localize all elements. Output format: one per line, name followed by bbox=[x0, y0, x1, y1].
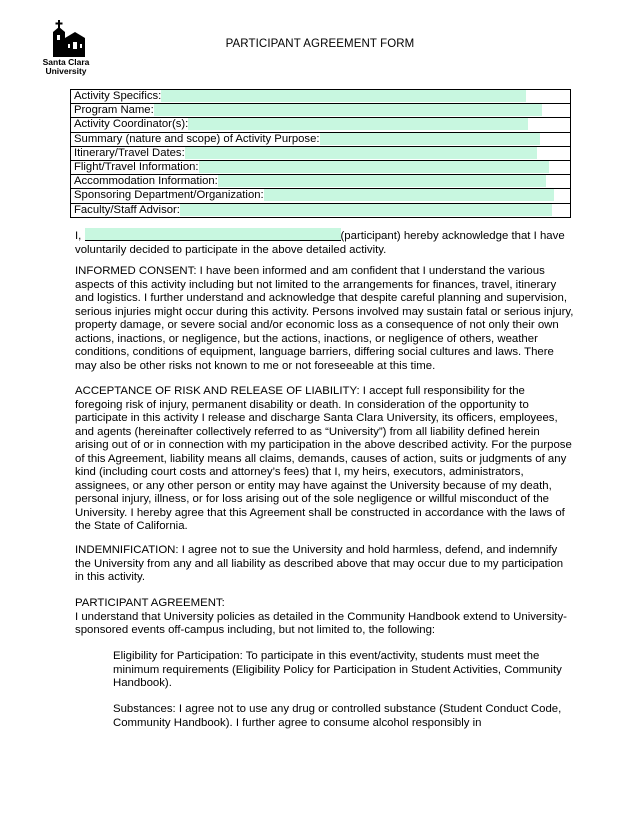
table-row bbox=[71, 118, 571, 132]
spec-label: Activity Specifics: bbox=[74, 90, 162, 103]
table-row bbox=[71, 146, 571, 160]
substances-paragraph bbox=[113, 703, 573, 730]
ack-suffix: (participant) hereby acknowledge that I have voluntarily decided to participate in the above detailed activity. bbox=[75, 230, 565, 256]
input-field[interactable] bbox=[188, 118, 528, 130]
spec-label: Sponsoring Department/Organization: bbox=[74, 189, 264, 202]
spec-cell[interactable] bbox=[71, 189, 571, 203]
spec-cell[interactable] bbox=[71, 175, 571, 189]
participant-agreement-section bbox=[75, 597, 575, 638]
spec-label: Summary (nature and scope) of Activity Purpose: bbox=[74, 132, 320, 145]
spec-label: Activity Coordinator(s): bbox=[74, 118, 189, 131]
eligibility-paragraph bbox=[113, 650, 573, 691]
table-row bbox=[71, 90, 571, 104]
spec-cell[interactable] bbox=[71, 118, 571, 132]
risk-release-text: ACCEPTANCE OF RISK AND RELEASE OF LIABILITY: I accept full responsibility for the foregoing risk of injury, permanent disability or death. In consideration of the opportunity to participate in this activity I release and discharge Santa Clara University, its officers, employees, and agents (hereinafter collectively referred to as “University”) from all liability defined herein arising out of or in connection with my participation in the above described activity. For the purpose of this Agreement, liability means all claims, demands, causes of action, suits or judgments of any kind (including court costs and attorney’s fees) that I, my heirs, executors, administrators, assignees, or any other person or entity may have against the University because of my death, personal injury, illness, or for loss arising out of the sole negligence or willful misconduct of the University. I hereby agree that this Agreement shall be constructed in accordance with the laws of the State of California. bbox=[75, 385, 572, 532]
input-field[interactable] bbox=[264, 189, 554, 201]
spec-cell[interactable] bbox=[71, 203, 571, 217]
spec-label: Itinerary/Travel Dates: bbox=[74, 146, 185, 159]
spec-label: Flight/Travel Information: bbox=[74, 161, 199, 174]
spec-label: Faculty/Staff Advisor: bbox=[74, 203, 180, 216]
table-row bbox=[71, 104, 571, 118]
participant-agreement-heading: PARTICIPANT AGREEMENT: bbox=[75, 597, 225, 609]
acknowledgement-paragraph bbox=[75, 228, 575, 257]
input-field[interactable] bbox=[185, 147, 537, 159]
substances-text: Substances: I agree not to use any drug or controlled substance (Student Conduct Code, Community Handbook). I further agree to consume alcohol responsibly in bbox=[113, 703, 562, 729]
spec-cell[interactable] bbox=[71, 146, 571, 160]
logo-text bbox=[38, 58, 94, 76]
spec-label: Accommodation Information: bbox=[74, 175, 218, 188]
table-row bbox=[71, 160, 571, 174]
input-field[interactable] bbox=[320, 133, 540, 145]
informed-consent-paragraph bbox=[75, 265, 575, 373]
logo-line2: University bbox=[45, 66, 87, 76]
input-field[interactable] bbox=[161, 90, 526, 102]
table-row bbox=[71, 203, 571, 217]
risk-release-paragraph bbox=[75, 385, 575, 534]
spec-label: Program Name: bbox=[74, 104, 154, 117]
spec-cell[interactable] bbox=[71, 160, 571, 174]
input-field[interactable] bbox=[154, 104, 542, 116]
logo-line1: Santa Clara bbox=[42, 57, 90, 67]
eligibility-text: Eligibility for Participation: To participate in this event/activity, students must meet the minimum requirements (Eligibility Policy for Participation in Student Activities, Community Handbook). bbox=[113, 650, 562, 689]
informed-consent-text: INFORMED CONSENT: I have been informed and am confident that I understand the various aspects of this activity including but not limited to the arrangements for finances, travel, itinerary and logistics. I further understand and acknowledge that despite careful planning and supervision, serious injuries might occur during this activity. Persons involved may sustain fatal or serious injury, property damage, or severe social and/or economic loss as a consequence of not only their own actions, inactions, or negligence, but the actions, inactions, or negligence of others, weather conditions, conditions of equipment, language barriers, differing social cultures and laws. There may also be other risks not known to me or not foreseeable at this time. bbox=[75, 265, 574, 372]
input-field[interactable] bbox=[180, 204, 552, 216]
table-row bbox=[71, 175, 571, 189]
spec-cell[interactable] bbox=[71, 132, 571, 146]
activity-specifics-table bbox=[70, 89, 571, 218]
page-title: PARTICIPANT AGREEMENT FORM bbox=[225, 38, 415, 50]
spec-cell[interactable] bbox=[71, 104, 571, 118]
participant-name-input[interactable] bbox=[85, 228, 341, 241]
input-field[interactable] bbox=[199, 161, 549, 173]
spec-cell[interactable] bbox=[71, 90, 571, 104]
table-row bbox=[71, 132, 571, 146]
participant-agreement-text: I understand that University policies as detailed in the Community Handbook extend to University-sponsored events off-campus including, but not limited to, the following: bbox=[75, 610, 567, 636]
indemnification-text: INDEMNIFICATION: I agree not to sue the University and hold harmless, defend, and indemnify the University from any and all liability as described above that may occur due to my participation in this activity. bbox=[75, 544, 564, 583]
table-row bbox=[71, 189, 571, 203]
indemnification-paragraph bbox=[75, 544, 575, 585]
ack-prefix: I, bbox=[75, 230, 82, 242]
input-field[interactable] bbox=[218, 175, 546, 187]
